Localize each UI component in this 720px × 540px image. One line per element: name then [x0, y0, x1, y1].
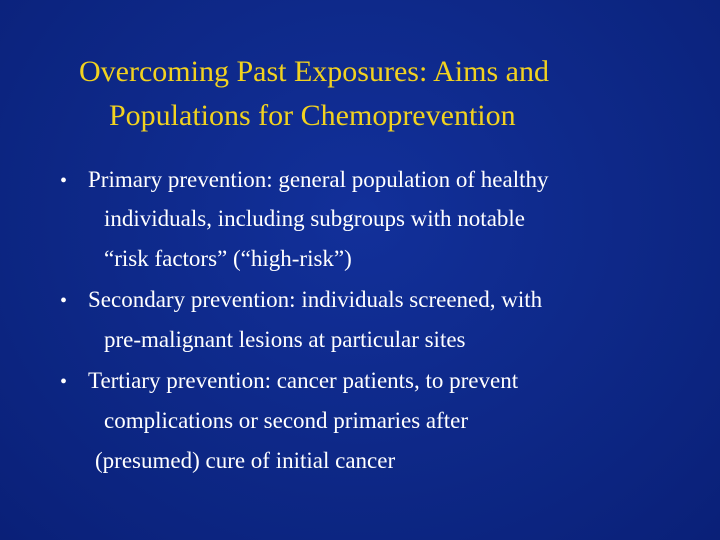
- bullet-1-line-3: “risk factors” (“high-risk”): [104, 246, 352, 271]
- bullet-marker-3: •: [60, 371, 68, 393]
- bullet-1-line-2: individuals, including subgroups with notable: [104, 206, 525, 231]
- bullet-marker-2: •: [60, 290, 68, 312]
- bullet-marker-1: •: [60, 170, 68, 192]
- title-line-1: Overcoming Past Exposures: Aims and: [79, 55, 549, 88]
- bullet-3-line-2: complications or second primaries after: [104, 408, 469, 433]
- bullet-2-line-2: pre-malignant lesions at particular sites: [104, 327, 466, 352]
- bullet-2-line-1: Secondary prevention: individuals screened, with: [88, 287, 543, 312]
- bullet-3-line-1: Tertiary prevention: cancer patients, to prevent: [88, 368, 519, 393]
- title-line-2: Populations for Chemoprevention: [109, 99, 516, 132]
- bullet-1-line-1: Primary prevention: general population of healthy: [88, 167, 549, 192]
- bullet-3-line-3: (presumed) cure of initial cancer: [95, 448, 396, 473]
